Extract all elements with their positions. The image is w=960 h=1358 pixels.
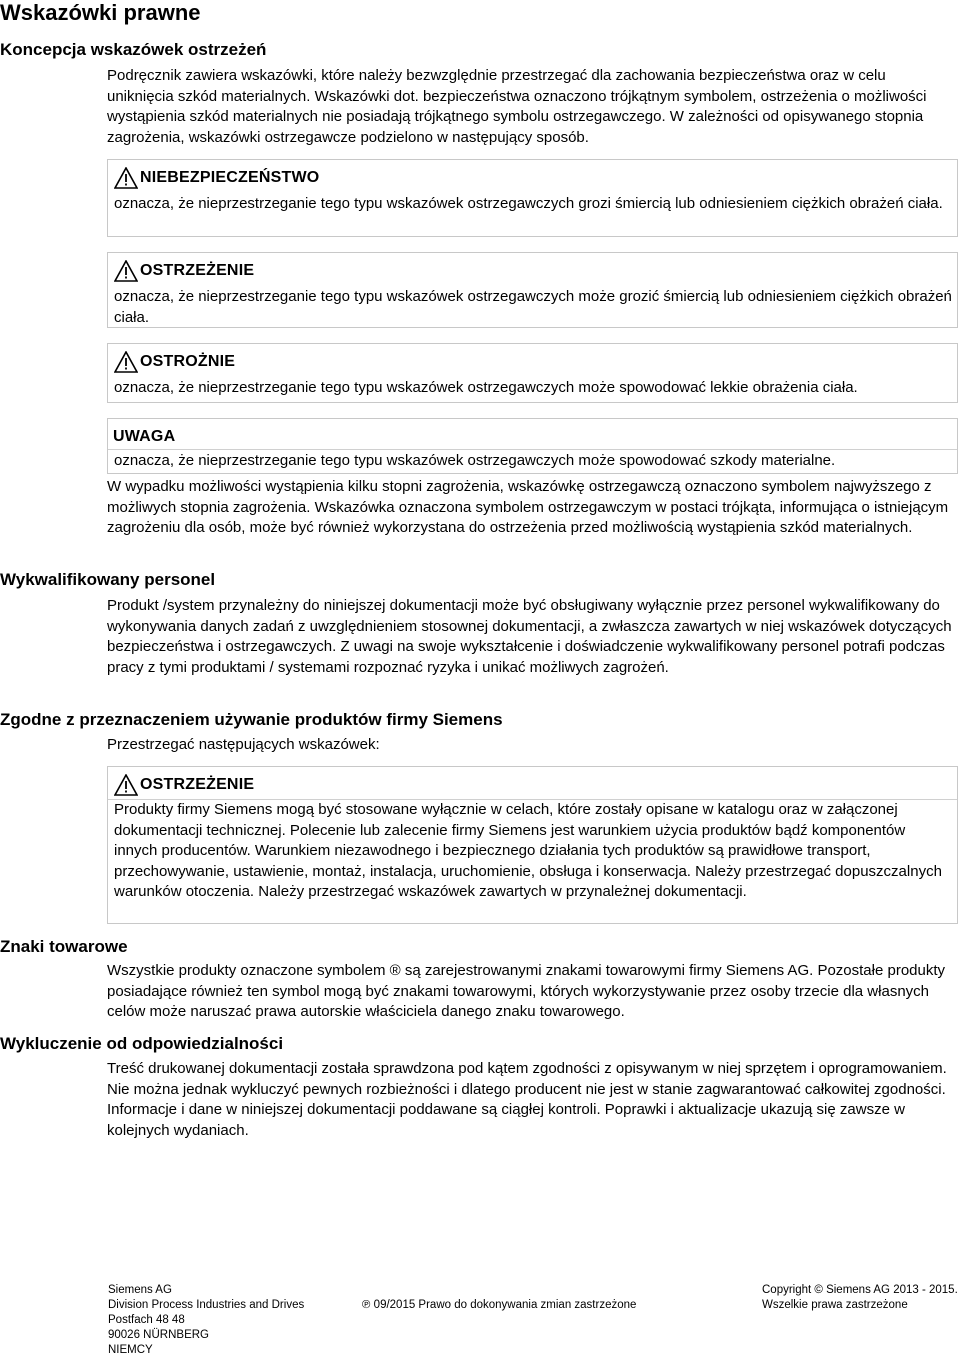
section-heading-trademarks: Znaki towarowe bbox=[0, 937, 128, 956]
footer-address-line: Division Process Industries and Drives bbox=[108, 1299, 305, 1311]
warning-notice-title: OSTRZEŻENIE bbox=[140, 262, 255, 279]
section-heading-disclaimer: Wykluczenie od odpowiedzialności bbox=[0, 1034, 284, 1053]
caution-notice-text: oznacza, że nieprzestrzeganie tego typu wskazówek ostrzegawczych może spowodować lekkie obrażenia ciała. bbox=[114, 379, 858, 396]
disclaimer-text: Treść drukowanej dokumentacji została sprawdzona pod kątem zgodności z opisywanym w niej sprzętem i oprogramowaniem. Nie można jednak wykluczyć pewnych rozbieżności i dlatego producent nie jest w stanie zagwarantować całkowitej zgodności. Informacje i dane w niniejszej dokumentacji poddawane są ciągłej kontroli. Poprawki i aktualizacje ukazują się zawsze w kolejnych wydaniach. bbox=[107, 1060, 947, 1139]
warning-notice-box bbox=[107, 252, 958, 328]
trademarks-text: Wszystkie produkty oznaczone symbolem ® są zarejestrowanymi znakami towarowymi firmy Siemens AG. Pozostałe produkty posiadające również ten symbol mogą być znakami towarowymi, których wykorzystywanie przez osoby trzecie dla własnych celów może naruszać prawa autorskie właściciela danego znaku towarowego. bbox=[107, 962, 946, 1020]
usage-warning-header bbox=[114, 773, 254, 797]
danger-notice-header bbox=[114, 166, 319, 190]
notice-header bbox=[113, 425, 175, 449]
personnel-text: Produkt /system przynależny do niniejszej dokumentacji może być obsługiwany wyłącznie przez personel wykwalifikowany do wykonywania danych zadań z uwzględnieniem stosownej dokumentacji, a zwłaszcza zawartych w niej wskazówek dotyczących bezpieczeństwa i ostrzegawczych. Z uwagi na swoje wykształcenie i doświadczenie wykwalifikowany personel potrafi podczas pracy z tymi produktami / systemami rozpoznać ryzyka i unikać możliwych zagrożeń. bbox=[107, 597, 952, 676]
danger-notice-title: NIEBEZPIECZEŃSTWO bbox=[140, 169, 320, 186]
footer-copyright-line: Copyright © Siemens AG 2013 - 2015. bbox=[762, 1284, 958, 1296]
section-heading-proper-use: Zgodne z przeznaczeniem używanie produktów firmy Siemens bbox=[0, 710, 503, 729]
usage-intro: Przestrzegać następujących wskazówek: bbox=[107, 736, 380, 753]
warning-triangle-icon bbox=[114, 774, 138, 796]
usage-warning-text: Produkty firmy Siemens mogą być stosowane wyłącznie w celach, które zostały opisane w katalogu oraz w załączonej dokumentacji technicznej. Polecenie lub zalecenie firmy Siemens jest warunkiem użycia produktów bądź komponentów innych producentów. Warunkiem niezawodnego i bezpiecznego działania tych produktów są prawidłowe transport, przechowywanie, ustawienie, montaż, instalacja, uruchomienie, obsługa i konserwacja. Należy przestrzegać dopuszczalnych warunków otoczenia. Należy przestrzegać wskazówek zawartych w przynależnej dokumentacji. bbox=[114, 801, 942, 900]
caution-notice-box bbox=[107, 343, 958, 403]
section-heading-warning-concept: Koncepcja wskazówek ostrzeżeń bbox=[0, 40, 267, 59]
caution-notice-header bbox=[114, 350, 235, 374]
section-heading-qualified-personnel: Wykwalifikowany personel bbox=[0, 570, 216, 589]
warning-notice-text: oznacza, że nieprzestrzeganie tego typu wskazówek ostrzegawczych może grozić śmiercią lub odniesieniem ciężkich obrażeń ciała. bbox=[114, 288, 952, 326]
usage-warning-title: OSTRZEŻENIE bbox=[140, 776, 255, 793]
notice-text: oznacza, że nieprzestrzeganie tego typu wskazówek ostrzegawczych może spowodować szkody materialne. bbox=[114, 452, 836, 469]
danger-notice-text: oznacza, że nieprzestrzeganie tego typu wskazówek ostrzegawczych grozi śmiercią lub odniesieniem ciężkich obrażeń ciała. bbox=[114, 195, 943, 212]
warning-notice-header bbox=[114, 259, 254, 283]
footer-address bbox=[108, 1283, 304, 1358]
warning-triangle-icon bbox=[114, 260, 138, 282]
notice-divider bbox=[108, 449, 957, 450]
footer-address-line: Postfach 48 48 bbox=[108, 1314, 185, 1326]
warning-triangle-icon bbox=[114, 167, 138, 189]
notice-title: UWAGA bbox=[113, 428, 176, 445]
danger-notice-box bbox=[107, 159, 958, 237]
caution-notice-title: OSTROŻNIE bbox=[140, 353, 236, 370]
warning-triangle-icon bbox=[114, 351, 138, 373]
footer-address-line: NIEMCY bbox=[108, 1344, 153, 1356]
footer-edition bbox=[362, 1298, 636, 1313]
notice-box bbox=[107, 418, 958, 474]
footer-address-line: 90026 NÜRNBERG bbox=[108, 1329, 209, 1341]
footer-copyright bbox=[762, 1283, 958, 1313]
footer-copyright-line: Wszelkie prawa zastrzeżone bbox=[762, 1299, 908, 1311]
footer-edition-text: ℗ 09/2015 Prawo do dokonywania zmian zastrzeżone bbox=[362, 1299, 637, 1311]
concept-outro: W wypadku możliwości wystąpienia kilku stopni zagrożenia, wskazówkę ostrzegawczą oznaczono symbolem najwyższego z możliwych stopnia zagrożenia. Wskazówka oznaczona symbolem ostrzegawczym w postaci trójkąta, informująca o istniejącym zagrożeniu dla osób, może być również wykorzystana do ostrzeżenia przed możliwością wystąpienia szkód materialnych. bbox=[107, 478, 949, 536]
concept-intro: Podręcznik zawiera wskazówki, które należy bezwzględnie przestrzegać dla zachowania bezpieczeństwa oraz w celu uniknięcia szkód materialnych. Wskazówki dot. bezpieczeństwa oznaczono trójkątnym symbolem, ostrzeżenia o możliwości wystąpienia szkód materialnych nie posiadają trójkątnego symbolu ostrzegawczego. W zależności od opisywanego stopnia zagrożenia, wskazówki ostrzegawcze podzielono w następujący sposób. bbox=[107, 67, 927, 146]
usage-warning-box bbox=[107, 766, 958, 924]
footer-address-line: Siemens AG bbox=[108, 1284, 172, 1296]
page-title: Wskazówki prawne bbox=[0, 0, 201, 25]
